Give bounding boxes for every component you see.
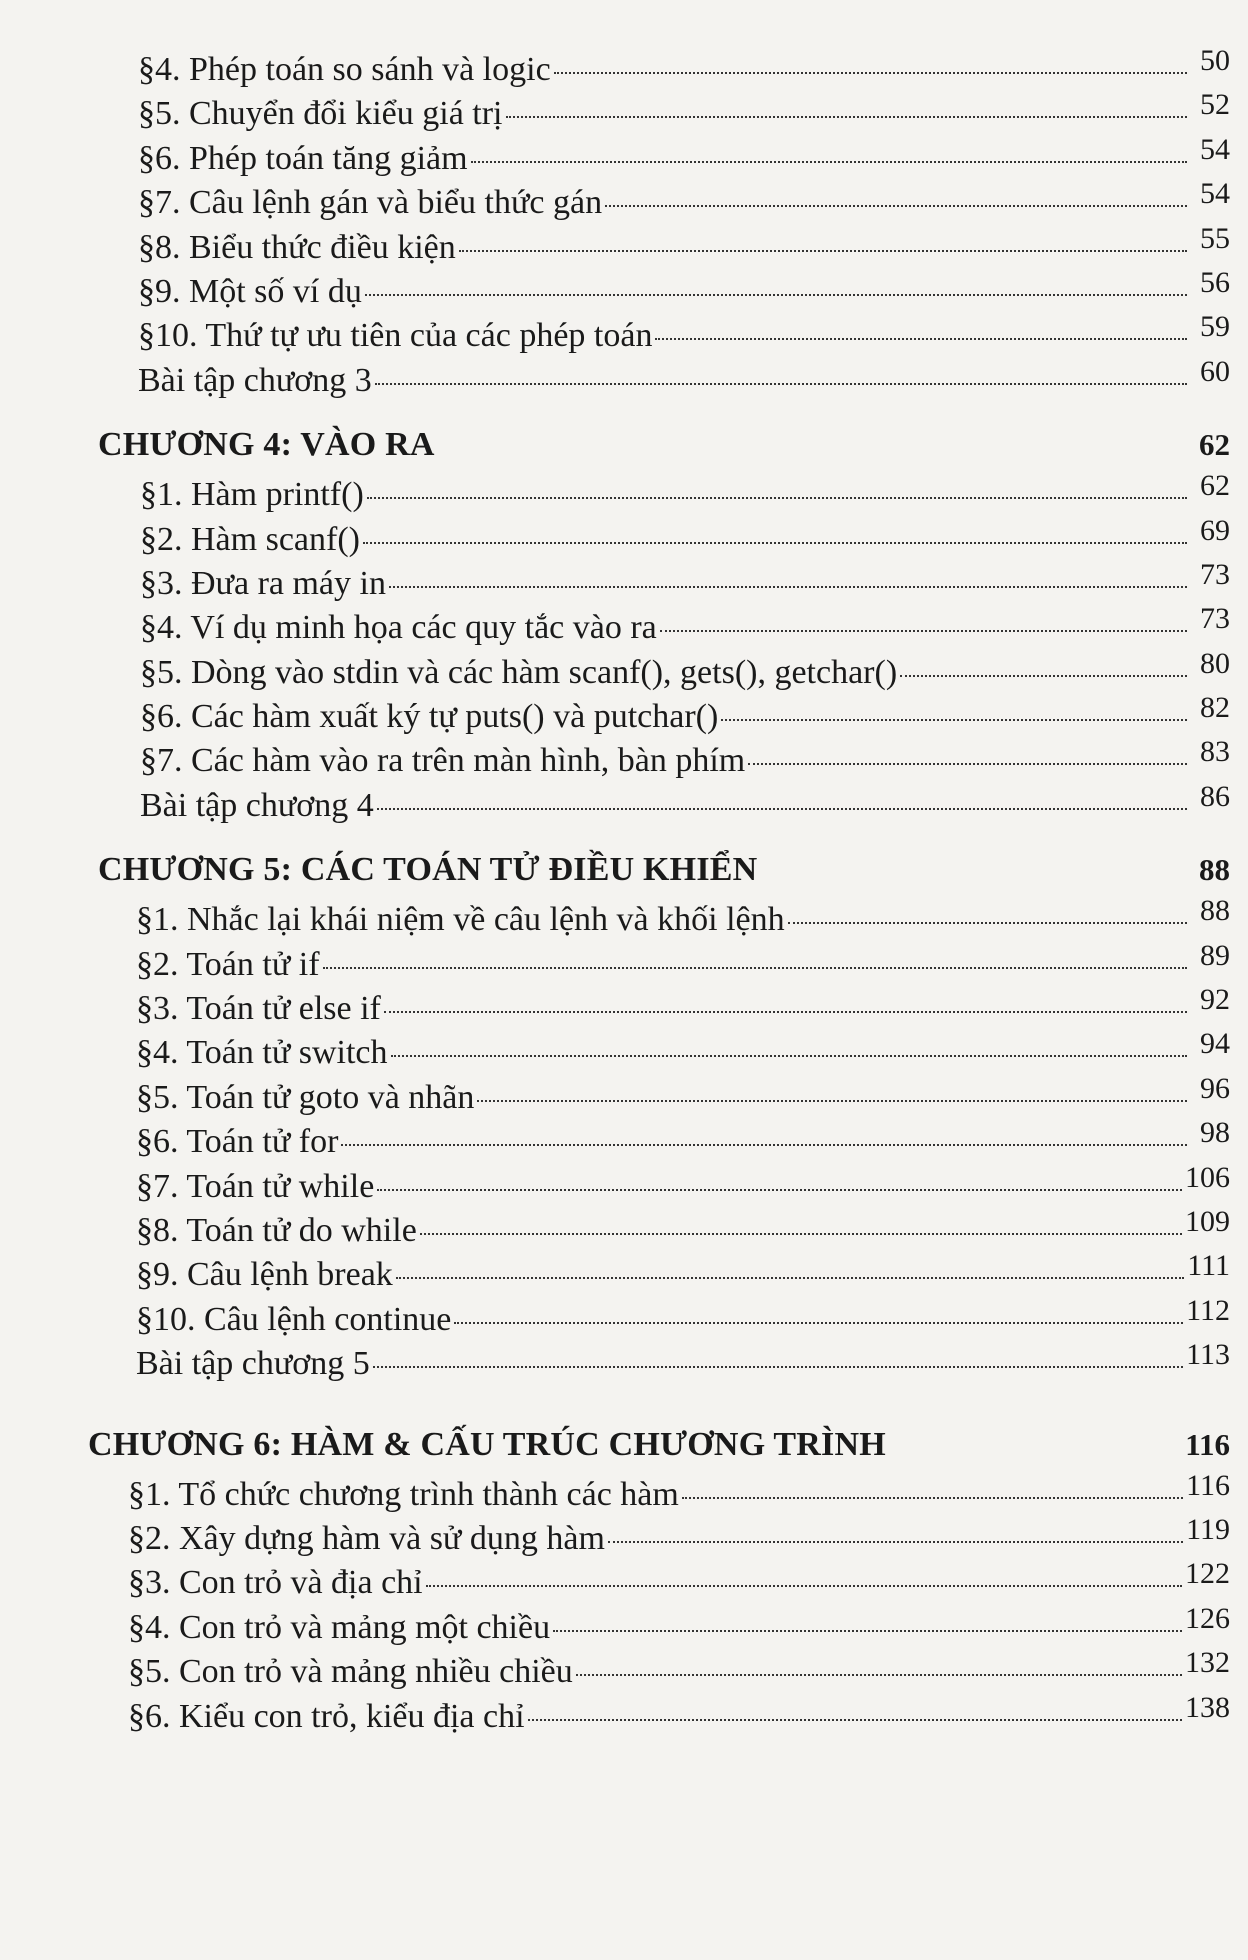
dot-leader — [367, 497, 1187, 499]
dot-leader — [391, 1055, 1187, 1057]
toc-entry-page-number: 60 — [1200, 354, 1230, 388]
toc-entry-page-number: 52 — [1200, 88, 1230, 122]
dot-leader — [363, 542, 1187, 544]
toc-entry-title: §3. Toán tử else if — [136, 990, 381, 1028]
toc-entry — [0, 44, 1230, 92]
toc-entry — [0, 132, 1230, 181]
dot-leader — [477, 1100, 1187, 1102]
toc-entry — [0, 602, 1230, 650]
toc-entry-title: §10. Thứ tự ưu tiên của các phép toán — [138, 317, 653, 355]
dot-leader — [900, 675, 1187, 677]
toc-entry — [0, 354, 1230, 403]
toc-entry-page-number: 106 — [1185, 1160, 1230, 1194]
toc-entry-title: §6. Toán tử for — [136, 1123, 339, 1161]
dot-leader — [748, 763, 1187, 765]
toc-entry-title: §3. Đưa ra máy in — [140, 564, 386, 602]
toc-entry — [0, 1468, 1230, 1517]
dot-leader — [655, 338, 1187, 340]
toc-entry-page-number: 69 — [1200, 513, 1230, 547]
dot-leader — [389, 586, 1187, 588]
toc-entry — [0, 1690, 1230, 1739]
toc-entry-page-number: 54 — [1200, 177, 1230, 211]
toc-entry — [0, 983, 1230, 1031]
toc-entry — [0, 513, 1230, 562]
toc-entry-page-number: 56 — [1200, 265, 1230, 299]
toc-entry-title: §6. Các hàm xuất ký tự puts() và putchar() — [140, 698, 719, 736]
dot-leader — [454, 1322, 1183, 1324]
chapter-title: CHƯƠNG 4: VÀO RA — [98, 426, 435, 464]
chapter-page-number: 62 — [1199, 427, 1230, 463]
toc-entry-page-number: 86 — [1200, 779, 1230, 813]
toc-entry — [0, 469, 1230, 517]
dot-leader — [660, 630, 1187, 632]
dot-leader — [605, 205, 1187, 207]
dot-leader — [396, 1277, 1184, 1279]
toc-entry-title: Bài tập chương 3 — [138, 361, 372, 399]
toc-entry-page-number: 80 — [1200, 646, 1230, 680]
dot-leader — [471, 161, 1187, 163]
toc-entry-page-number: 89 — [1200, 938, 1230, 972]
toc-entry-page-number: 94 — [1200, 1027, 1230, 1061]
toc-entry-title: §4. Toán tử switch — [136, 1034, 388, 1072]
dot-leader — [377, 808, 1187, 810]
toc-entry — [0, 894, 1230, 942]
dot-leader — [323, 967, 1187, 969]
toc-entry-title: §5. Dòng vào stdin và các hàm scanf(), gets(), getchar() — [140, 653, 898, 691]
toc-entry — [0, 1071, 1230, 1120]
toc-entry-page-number: 112 — [1186, 1293, 1230, 1327]
toc-entry-page-number: 59 — [1200, 310, 1230, 344]
toc-entry-title: §6. Kiểu con trỏ, kiểu địa chỉ — [128, 1697, 525, 1735]
toc-entry-page-number: 98 — [1200, 1116, 1230, 1150]
toc-entry-page-number: 88 — [1200, 894, 1230, 928]
chapter-title: CHƯƠNG 5: CÁC TOÁN TỬ ĐIỀU KHIỂN — [98, 851, 758, 889]
toc-entry-title: §8. Biểu thức điều kiện — [138, 228, 456, 266]
toc-entry-title: Bài tập chương 5 — [136, 1345, 370, 1383]
toc-entry — [0, 1249, 1230, 1297]
chapter-heading — [0, 842, 1230, 898]
toc-section — [0, 842, 1230, 1386]
toc-entry — [0, 1027, 1230, 1075]
toc-entry — [0, 557, 1230, 606]
dot-leader — [365, 294, 1187, 296]
toc-entry-page-number: 122 — [1185, 1557, 1230, 1591]
toc-entry-page-number: 50 — [1200, 44, 1230, 77]
toc-entry-title: §1. Tổ chức chương trình thành các hàm — [128, 1475, 679, 1513]
toc-entry — [0, 1512, 1230, 1561]
dot-leader — [426, 1585, 1182, 1587]
toc-entry-title: Bài tập chương 4 — [140, 786, 374, 824]
toc-entry — [0, 265, 1230, 314]
toc-entry-page-number: 83 — [1200, 735, 1230, 769]
toc-entry-title: §8. Toán tử do while — [136, 1211, 417, 1249]
toc-entry-page-number: 55 — [1200, 221, 1230, 255]
toc-entry — [0, 1160, 1230, 1209]
toc-entry-page-number: 54 — [1200, 132, 1230, 166]
toc-entry-title: §1. Hàm printf() — [140, 476, 364, 514]
toc-entry-page-number: 96 — [1200, 1071, 1230, 1105]
toc-entry-page-number: 119 — [1186, 1512, 1230, 1546]
toc-entry-title: §2. Toán tử if — [136, 945, 320, 983]
dot-leader — [576, 1674, 1182, 1676]
toc-entry-title: §2. Hàm scanf() — [140, 520, 360, 558]
toc-entry-page-number: 113 — [1186, 1338, 1230, 1372]
toc-entry-title: §4. Con trỏ và mảng một chiều — [128, 1608, 551, 1646]
toc-entry-title: §7. Câu lệnh gán và biểu thức gán — [138, 184, 603, 222]
toc-entry — [0, 938, 1230, 987]
dot-leader — [721, 719, 1187, 721]
toc-entry — [0, 1116, 1230, 1164]
chapter-title: CHƯƠNG 6: HÀM & CẤU TRÚC CHƯƠNG TRÌNH — [88, 1425, 886, 1463]
chapter-heading — [0, 1417, 1230, 1473]
toc-entry-page-number: 132 — [1185, 1646, 1230, 1680]
toc-entry-title: §5. Con trỏ và mảng nhiều chiều — [128, 1653, 573, 1691]
toc-entry-page-number: 109 — [1185, 1204, 1230, 1238]
dot-leader — [341, 1144, 1187, 1146]
toc-entry-page-number: 138 — [1185, 1690, 1230, 1724]
toc-entry-page-number: 111 — [1187, 1249, 1230, 1283]
toc-entry-title: §5. Toán tử goto và nhãn — [136, 1078, 475, 1116]
chapter-page-number: 88 — [1199, 852, 1230, 888]
toc-entry-title: §10. Câu lệnh continue — [136, 1300, 452, 1338]
dot-leader — [506, 116, 1187, 118]
dot-leader — [788, 922, 1187, 924]
toc-entry — [0, 221, 1230, 270]
toc-entry — [0, 646, 1230, 695]
toc-entry-title: §5. Chuyển đổi kiểu giá trị — [138, 95, 503, 133]
dot-leader — [553, 1630, 1182, 1632]
dot-leader — [608, 1541, 1183, 1543]
toc-entry — [0, 177, 1230, 225]
toc-entry — [0, 1204, 1230, 1253]
dot-leader — [528, 1719, 1182, 1721]
toc-entry-page-number: 92 — [1200, 983, 1230, 1017]
toc-entry — [0, 1601, 1230, 1650]
toc-entry-title: §1. Nhắc lại khái niệm về câu lệnh và khối lệnh — [136, 901, 785, 939]
toc-entry-title: §9. Một số ví dụ — [138, 272, 362, 310]
dot-leader — [459, 250, 1187, 252]
toc-entry-title: §4. Ví dụ minh họa các quy tắc vào ra — [140, 609, 657, 647]
toc-section — [0, 417, 1230, 828]
toc-entry-page-number: 73 — [1200, 557, 1230, 591]
toc-entry-title: §7. Các hàm vào ra trên màn hình, bàn phím — [140, 742, 746, 780]
toc-entry — [0, 1338, 1230, 1386]
dot-leader — [377, 1189, 1182, 1191]
toc-entry-page-number: 73 — [1200, 602, 1230, 636]
toc-entry — [0, 1557, 1230, 1605]
toc-entry-title: §4. Phép toán so sánh và logic — [138, 51, 551, 88]
toc-entry-title: §9. Câu lệnh break — [136, 1256, 393, 1294]
toc-entry-page-number: 62 — [1200, 469, 1230, 503]
toc-entry-page-number: 82 — [1200, 691, 1230, 725]
toc-entry-page-number: 126 — [1185, 1601, 1230, 1635]
toc-entry — [0, 691, 1230, 739]
chapter-page-number: 116 — [1185, 1426, 1230, 1462]
toc-entry-title: §2. Xây dựng hàm và sử dụng hàm — [128, 1519, 605, 1557]
chapter-heading — [0, 417, 1230, 473]
dot-leader — [420, 1233, 1182, 1235]
toc-entry — [0, 779, 1230, 828]
toc-entry-title: §6. Phép toán tăng giảm — [138, 139, 468, 177]
dot-leader — [682, 1497, 1183, 1499]
dot-leader — [375, 383, 1187, 385]
toc-entry — [0, 310, 1230, 358]
dot-leader — [554, 72, 1187, 74]
toc-entry — [0, 735, 1230, 783]
toc-entry — [0, 1646, 1230, 1694]
toc-entry-title: §7. Toán tử while — [136, 1167, 375, 1205]
dot-leader — [373, 1366, 1183, 1368]
toc-entry — [0, 1293, 1230, 1342]
toc-entry-page-number: 116 — [1186, 1468, 1230, 1502]
toc-entry — [0, 88, 1230, 136]
toc-section — [0, 44, 1230, 403]
dot-leader — [384, 1011, 1187, 1013]
toc-entry-title: §3. Con trỏ và địa chỉ — [128, 1564, 423, 1602]
toc-section — [0, 1417, 1230, 1739]
